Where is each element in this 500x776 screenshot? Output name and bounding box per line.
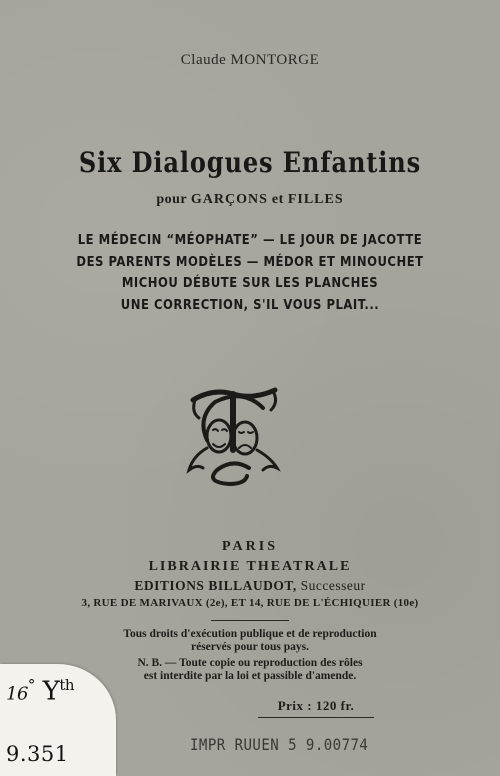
shelf-prefix: 16 bbox=[6, 683, 28, 705]
contents-line: UNE CORRECTION, S'IL VOUS PLAIT... bbox=[120, 296, 380, 313]
publisher-editions bbox=[0, 578, 500, 594]
subtitle-joiner: et bbox=[267, 192, 288, 207]
shelf-mark: 16° $Y^{th}$ bbox=[6, 676, 75, 707]
contents-line: DES PARENTS MODÈLES — MÉDOR ET MINOUCHET bbox=[76, 253, 424, 270]
shelf-number: 9.351 bbox=[6, 742, 69, 766]
shelf-suffix: th bbox=[59, 676, 75, 694]
publisher-name: LIBRAIRIE THEATRALE bbox=[148, 559, 352, 574]
rights-line: réservés pour tous pays. bbox=[191, 641, 309, 653]
nb-line: est interdite par la loi et passible d'amende. bbox=[143, 670, 357, 682]
editions-successor: Successeur bbox=[296, 578, 366, 593]
theatre-masks-emblem-icon bbox=[183, 378, 283, 490]
subtitle-boys: GARÇONS bbox=[190, 192, 268, 207]
contents-line: LE MÉDECIN “MÉOPHATE” — LE JOUR DE JACOTTE bbox=[77, 232, 423, 248]
divider-rule bbox=[211, 620, 289, 621]
rights-notice bbox=[0, 628, 500, 654]
subtitle bbox=[0, 192, 500, 208]
publisher-city: PARIS bbox=[222, 539, 278, 554]
inventory-stamp: IMPR RUUEN 5 9.00774 bbox=[190, 735, 369, 754]
price-label: Prix : 120 fr. bbox=[258, 698, 374, 718]
nb-line: N. B. — Toute copie ou reproduction des rôles bbox=[137, 657, 363, 669]
editions-name: EDITIONS BILLAUDOT, bbox=[134, 578, 297, 593]
shelf-letter: Y bbox=[42, 676, 60, 707]
author-name: Claude MONTORGE bbox=[180, 52, 320, 68]
publisher-address: 3, RUE DE MARIVAUX (2e), ET 14, RUE DE L'ÉCHIQUIER (10e) bbox=[81, 597, 419, 609]
book-title: Six Dialogues Enfantins bbox=[78, 146, 422, 179]
contents-line: MICHOU DÉBUTE SUR LES PLANCHES bbox=[121, 275, 379, 291]
rights-line: Tous droits d'exécution publique et de reproduction bbox=[123, 628, 377, 640]
contents-list bbox=[0, 230, 500, 316]
subtitle-girls: FILLES bbox=[287, 192, 344, 207]
subtitle-prefix: pour bbox=[156, 192, 191, 207]
